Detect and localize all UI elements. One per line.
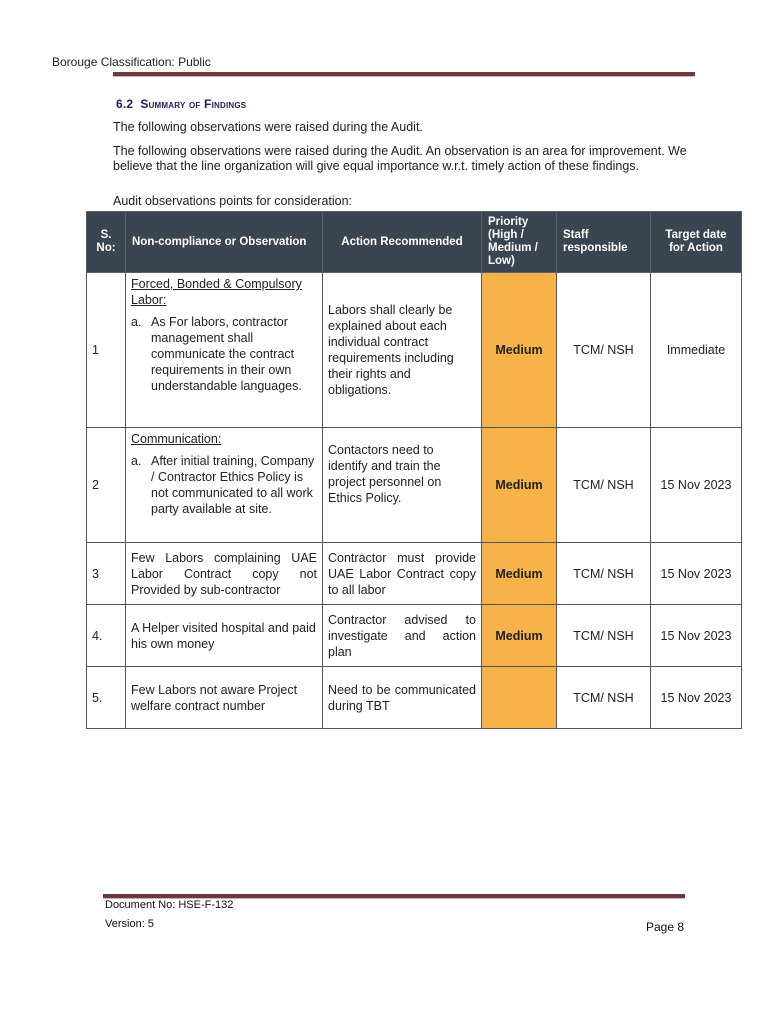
section-number: 6.2	[116, 97, 134, 111]
observation-subitem	[131, 453, 317, 517]
cell-priority: Medium	[482, 605, 557, 667]
observation-title: Communication:	[131, 432, 222, 446]
cell-target: 15 Nov 2023	[651, 667, 742, 729]
subitem-label: a.	[131, 315, 142, 329]
col-header-action: Action Recommended	[323, 212, 482, 273]
col-header-priority: Priority (High / Medium / Low)	[482, 212, 557, 273]
intro-paragraph-3: Audit observations points for consideration:	[113, 194, 353, 208]
table-row	[87, 273, 742, 428]
intro-paragraph-1: The following observations were raised during the Audit.	[113, 120, 423, 134]
intro-paragraph-2: The following observations were raised during the Audit. An observation is an area for improvement. We believe that the line organization will give equal importance w.r.t. timely action of these findings.	[113, 144, 687, 173]
observation-title: Forced, Bonded & Compulsory Labor:	[131, 277, 302, 307]
cell-action: Contractor advised to investigate and action plan	[323, 605, 482, 667]
cell-observation: Few Labors complaining UAE Labor Contract copy not Provided by sub-contractor	[126, 543, 323, 605]
subitem-text: As For labors, contractor management shall communicate the contract requirements in their own understandable languages.	[151, 315, 302, 393]
cell-target: 15 Nov 2023	[651, 605, 742, 667]
cell-sno: 2	[87, 428, 126, 543]
cell-priority: Medium	[482, 428, 557, 543]
cell-observation	[126, 428, 323, 543]
findings-table	[86, 211, 742, 729]
cell-sno: 4.	[87, 605, 126, 667]
cell-action: Contractor must provide UAE Labor Contract copy to all labor	[323, 543, 482, 605]
page-number: Page 8	[646, 920, 685, 934]
cell-staff: TCM/ NSH	[557, 428, 651, 543]
subitem-text: After initial training, Company / Contractor Ethics Policy is not communicated to all work party available at site.	[151, 454, 315, 516]
col-header-observation: Non-compliance or Observation	[126, 212, 323, 273]
col-header-staff: Staff responsible	[557, 212, 651, 273]
cell-target: 15 Nov 2023	[651, 543, 742, 605]
cell-staff: TCM/ NSH	[557, 667, 651, 729]
cell-sno: 5.	[87, 667, 126, 729]
table-row	[87, 543, 742, 605]
cell-target: 15 Nov 2023	[651, 428, 742, 543]
cell-staff: TCM/ NSH	[557, 543, 651, 605]
cell-action: Labors shall clearly be explained about each individual contract requirements including their rights and obligations.	[323, 273, 482, 428]
table-row	[87, 605, 742, 667]
header-rule	[113, 72, 695, 77]
table-row	[87, 667, 742, 729]
table-header-row	[87, 212, 742, 273]
cell-sno: 3	[87, 543, 126, 605]
section-heading	[116, 97, 246, 111]
cell-observation: A Helper visited hospital and paid his own money	[126, 605, 323, 667]
document-number: Document No: HSE-F-132	[105, 899, 234, 911]
subitem-label: a.	[131, 454, 142, 468]
cell-target: Immediate	[651, 273, 742, 428]
cell-staff: TCM/ NSH	[557, 605, 651, 667]
observation-subitem	[131, 314, 317, 394]
cell-staff: TCM/ NSH	[557, 273, 651, 428]
cell-observation: Few Labors not aware Project welfare contract number	[126, 667, 323, 729]
col-header-target: Target date for Action	[651, 212, 742, 273]
table-row	[87, 428, 742, 543]
cell-priority: Medium	[482, 543, 557, 605]
cell-action: Contactors need to identify and train the project personnel on Ethics Policy.	[323, 428, 482, 543]
classification-label: Borouge Classification: Public	[52, 55, 211, 69]
col-header-sno: S. No:	[87, 212, 126, 273]
cell-observation	[126, 273, 323, 428]
document-version: Version: 5	[105, 918, 154, 930]
section-title: Summary of Findings	[140, 97, 247, 111]
cell-sno: 1	[87, 273, 126, 428]
cell-priority: Medium	[482, 273, 557, 428]
cell-priority	[482, 667, 557, 729]
cell-action: Need to be communicated during TBT	[323, 667, 482, 729]
